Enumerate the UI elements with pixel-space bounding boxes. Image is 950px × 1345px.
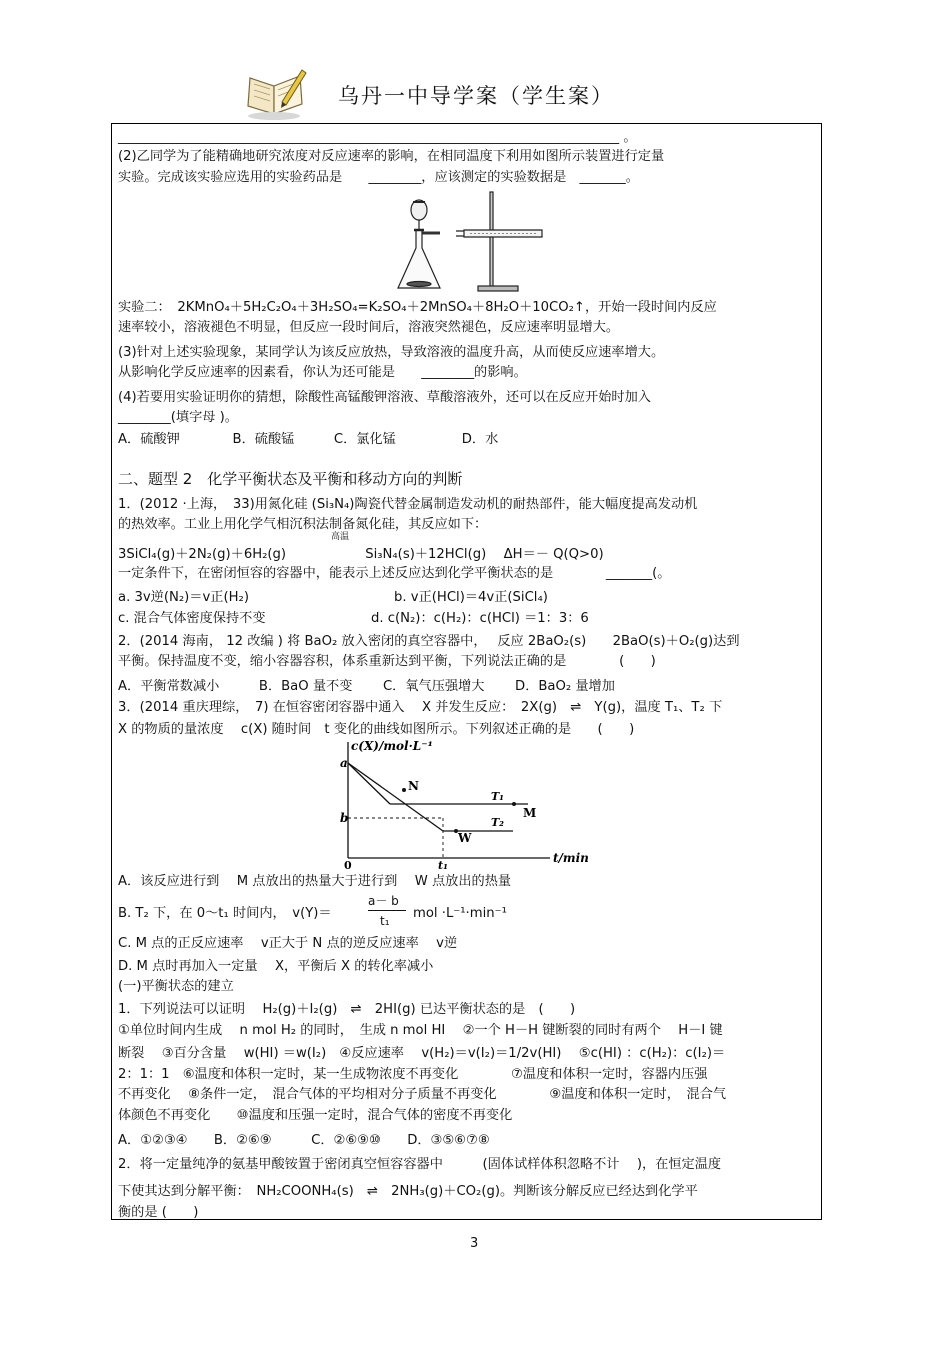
question-2-line-1: (2)乙同学为了能精确地研究浓度对反应速率的影响，在相同温度下利用如图所示装置进行定量 bbox=[118, 149, 665, 164]
point-n-label: N bbox=[408, 779, 419, 793]
point-n-marker bbox=[402, 788, 406, 792]
rate-unit: mol ·L⁻¹·min⁻¹ bbox=[413, 906, 507, 921]
curve-t2-decline bbox=[348, 763, 443, 831]
equilibrium-q1-line-6: 体颜色不再变化 ⑩温度和压强一定时，混合气体的密度不再变化 bbox=[118, 1108, 513, 1123]
curve-t1-decline bbox=[348, 763, 390, 804]
x-tick-t1: t₁ bbox=[438, 859, 448, 870]
question-4-line-1: (4)若要用实验证明你的猜想，除酸性高锰酸钾溶液、草酸溶液外，还可以在反应开始时加入 bbox=[118, 390, 651, 405]
y-tick-b: b bbox=[340, 811, 349, 825]
problem-2-line-2: 平衡。保持温度不变，缩小容器容积，体系重新达到平衡，下列说法正确的是 ( ) bbox=[118, 654, 656, 669]
equilibrium-q2-line-1: 2．将一定量纯净的氨基甲酸铵置于密闭真空恒容容器中 (固体试样体积忽略不计 )，在恒定温度 bbox=[118, 1157, 722, 1172]
concentration-time-graph bbox=[338, 738, 603, 870]
problem-3-line-2: X 的物质的量浓度 c(X) 随时间 t 变化的曲线如图所示。下列叙述正确的是 ( ) bbox=[118, 722, 635, 737]
reaction-condition-label: 高温 bbox=[331, 532, 350, 542]
problem-3-option-d: D. M 点时再加入一定量 X，平衡后 X 的转化率减小 bbox=[118, 959, 434, 974]
answer-blank-line: ____________________________________________________________________________ 。 bbox=[118, 130, 637, 145]
equilibrium-q2-line-2: 下使其达到分解平衡： NH₂COONH₄(s) ⇌ 2NH₃(g)＋CO₂(g)。判断该分解反应已经达到化学平 bbox=[118, 1184, 698, 1199]
equilibrium-q1-line-1: 1．下列说法可以证明 H₂(g)＋I₂(g) ⇌ 2HI(g) 已达平衡状态的是 ( ) bbox=[118, 1002, 576, 1017]
question-4-options: A．硫酸钾 B．硫酸锰 C．氯化锰 D．水 bbox=[118, 432, 499, 447]
section-heading: 二、题型 2 化学平衡状态及平衡和移动方向的判断 bbox=[118, 470, 463, 488]
curve-t2-label: T₂ bbox=[491, 816, 505, 829]
problem-1-options-cd: c. 混合气体密度保持不变 d. c(N₂)：c(H₂)：c(HCl) ＝1：3：6 bbox=[118, 611, 589, 626]
problem-3-option-a: A．该反应进行到 M 点放出的热量大于进行到 W 点放出的热量 bbox=[118, 874, 512, 889]
point-m-label: M bbox=[523, 806, 537, 820]
subsection-heading: (一)平衡状态的建立 bbox=[118, 979, 234, 994]
equilibrium-q1-line-2: ①单位时间内生成 n mol H₂ 的同时， 生成 n mol HI ②一个 H－H 键断裂的同时有两个 H－I 键 bbox=[118, 1023, 723, 1038]
fraction-bar bbox=[368, 910, 406, 911]
problem-1-line-2: 的热效率。工业上用化学气相沉积法制备氮化硅，其反应如下： bbox=[118, 517, 488, 532]
point-m-marker bbox=[512, 802, 516, 806]
y-tick-a: a bbox=[340, 756, 348, 770]
problem-2-line-1: 2．(2014 海南， 12 改编 ) 将 BaO₂ 放入密闭的真空容器中， 反应 2BaO₂(s) 2BaO(s)＋O₂(g)达到 bbox=[118, 634, 740, 649]
fraction-denominator: t₁ bbox=[380, 914, 390, 928]
question-2-line-2: 实验。完成该实验应选用的实验药品是 ________，应该测定的实验数据是 _______。 bbox=[118, 170, 639, 185]
lab-apparatus-diagram bbox=[380, 190, 545, 295]
curve-t1-label: T₁ bbox=[491, 790, 505, 803]
problem-2-options: A．平衡常数减小 B．BaO 量不变 C．氧气压强增大 D．BaO₂ 量增加 bbox=[118, 679, 615, 694]
x-axis-label: t/min bbox=[553, 851, 589, 865]
experiment-2-equation: 实验二： 2KMnO₄＋5H₂C₂O₄＋3H₂SO₄=K₂SO₄＋2MnSO₄＋8H₂O＋10CO₂↑，开始一段时间内反应 bbox=[118, 300, 717, 315]
equilibrium-q1-line-3: 断裂 ③百分含量 w(HI) ＝w(I₂) ④反应速率 v(H₂)＝v(I₂)＝1/2v(HI) ⑤c(HI) ：c(H₂)：c(I₂)＝ bbox=[118, 1046, 726, 1061]
page-number: 3 bbox=[470, 1236, 479, 1251]
problem-3-option-b: B. T₂ 下，在 0～t₁ 时间内， v(Y)＝ bbox=[118, 906, 332, 921]
problem-3-option-c: C. M 点的正反应速率 v正大于 N 点的逆反应速率 v逆 bbox=[118, 936, 458, 951]
problem-1-options-ab: a. 3v逆(N₂)＝v正(H₂) b. v正(HCl)＝4v正(SiCl₄) bbox=[118, 590, 548, 605]
point-w-label: W bbox=[458, 831, 472, 845]
question-3-line-1: (3)针对上述实验现象，某同学认为该反应放热，导致溶液的温度升高，从而使反应速率增大。 bbox=[118, 345, 665, 360]
question-3-line-2: 从影响化学反应速率的因素看，你认为还可能是 ________的影响。 bbox=[118, 365, 527, 380]
problem-3-line-1: 3．(2014 重庆理综， 7) 在恒容密闭容器中通入 X 并发生反应： 2X(g) ⇌ Y(g)，温度 T₁、T₂ 下 bbox=[118, 700, 723, 715]
equilibrium-q1-line-5: 不再变化 ⑧条件一定， 混合气体的平均相对分子质量不再变化 ⑨温度和体积一定时， 混合气 bbox=[118, 1087, 727, 1102]
problem-1-question: 一定条件下，在密闭恒容的容器中，能表示上述反应达到化学平衡状态的是 _______(。 bbox=[118, 566, 671, 581]
equilibrium-q1-options: A．①②③④ B．②⑥⑨ C．②⑥⑨⑩ D．③⑤⑥⑦⑧ bbox=[118, 1133, 490, 1148]
book-pencil-logo-icon bbox=[244, 66, 308, 122]
problem-1-line-1: 1．(2012 ·上海， 33)用氮化硅 (Si₃N₄)陶瓷代替金属制造发动机的耐热部件，能大幅度提高发动机 bbox=[118, 497, 698, 512]
equilibrium-q2-line-3: 衡的是 ( ) bbox=[118, 1205, 199, 1220]
fraction-numerator: a－ b bbox=[368, 894, 399, 908]
problem-1-equation: 3SiCl₄(g)＋2N₂(g)＋6H₂(g) Si₃N₄(s)＋12HCl(g) ΔH＝－ Q(Q>0) bbox=[118, 547, 604, 562]
document-title: 乌丹一中导学案（学生案） bbox=[338, 84, 614, 108]
experiment-2-description: 速率较小，溶液褪色不明显，但反应一段时间后，溶液突然褪色，反应速率明显增大。 bbox=[118, 320, 620, 335]
question-4-line-2: ________(填字母 )。 bbox=[118, 410, 238, 425]
equilibrium-q1-line-4: 2：1：1 ⑥温度和体积一定时，某一生成物浓度不再变化 ⑦温度和体积一定时，容器内压强 bbox=[118, 1067, 708, 1082]
origin-label: 0 bbox=[344, 859, 352, 870]
y-axis-label: c(X)/mol·L⁻¹ bbox=[351, 739, 433, 753]
